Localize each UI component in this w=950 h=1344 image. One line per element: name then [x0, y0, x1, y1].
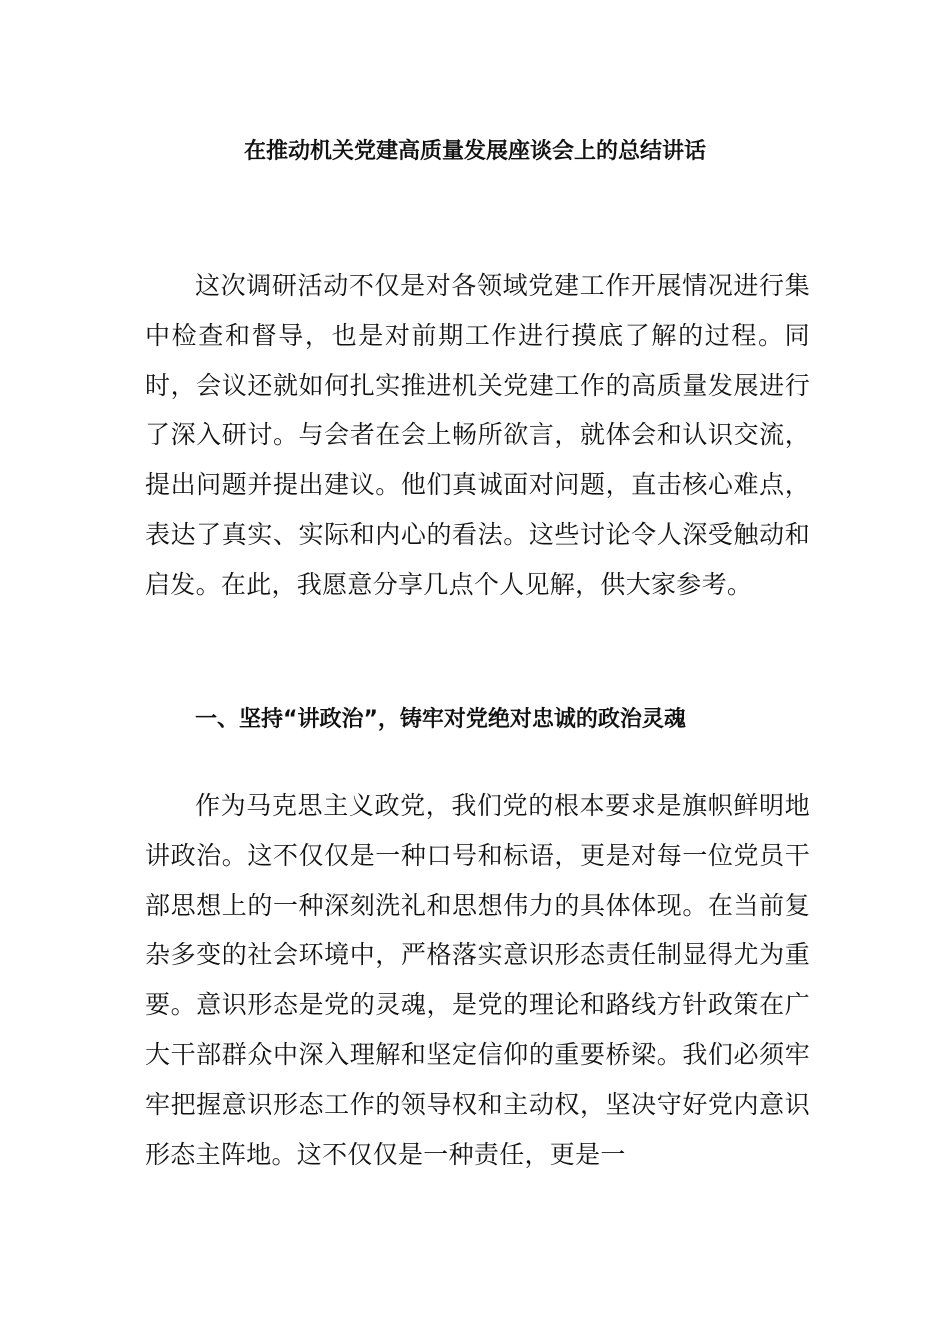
document-title: 在推动机关党建高质量发展座谈会上的总结讲话	[243, 139, 706, 164]
section-1-paragraph: 作为马克思主义政党，我们党的根本要求是旗帜鲜明地讲政治。这不仅仅是一种口号和标语，更是对每一位党员干部思想上的一种深刻洗礼和思想伟力的具体体现。在当前复杂多变的社会环境中，严格落实意识形态责任制显得尤为重要。意识形态是党的灵魂，是党的理论和路线方针政策在广大干部群众中深入理解和坚定信仰的重要桥梁。我们必须牢牢把握意识形态工作的领导权和主动权，坚决守好党内意识形态主阵地。这不仅仅是一种责任，更是一	[145, 791, 810, 1169]
intro-paragraph: 这次调研活动不仅是对各领域党建工作开展情况进行集中检查和督导，也是对前期工作进行摸底了解的过程。同时，会议还就如何扎实推进机关党建工作的高质量发展进行了深入研讨。与会者在会上畅所欲言，就体会和认识交流，提出问题并提出建议。他们真诚面对问题，直击核心难点，表达了真实、实际和内心的看法。这些讨论令人深受触动和启发。在此，我愿意分享几点个人见解，供大家参考。	[145, 271, 810, 599]
section-heading-1: 一、坚持“讲政治”，铸牢对党绝对忠诚的政治灵魂	[195, 707, 686, 732]
